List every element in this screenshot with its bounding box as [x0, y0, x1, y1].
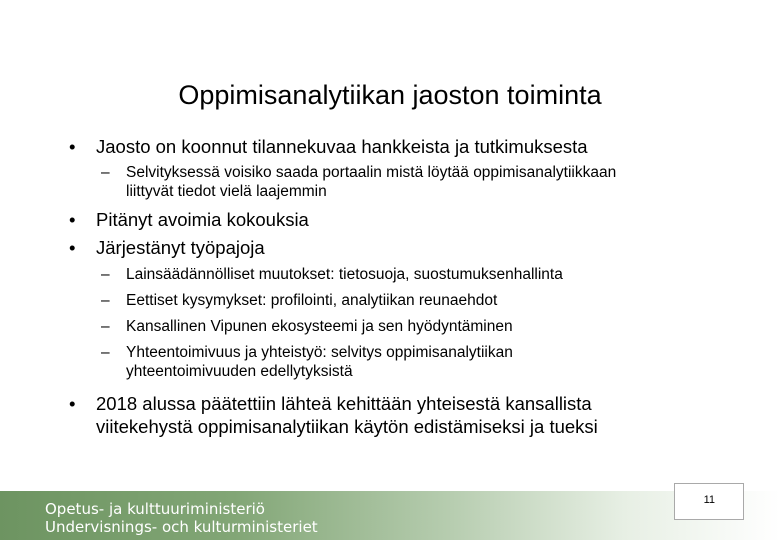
- slide-title: Oppimisanalytiikan jaoston toiminta: [178, 80, 602, 110]
- sub-bullet-item: [101, 291, 498, 310]
- sub-bullet-line: Eettiset kysymykset: profilointi, analytiikan reunaehdot: [126, 292, 498, 309]
- sub-bullet-line: Yhteentoimivuus ja yhteistyö: selvitys oppimisanalytiikan: [126, 344, 513, 361]
- ministry-footer-band: [0, 491, 780, 540]
- bullet-marker: •: [69, 136, 76, 157]
- sub-bullet-line: yhteentoimivuuden edellytyksistä: [126, 363, 353, 380]
- sub-bullet-line: Lainsäädännölliset muutokset: tietosuoja, suostumuksenhallinta: [126, 266, 563, 283]
- ministry-name-swedish: Undervisnings- och kulturministeriet: [45, 518, 318, 536]
- bullet-item: [69, 392, 598, 438]
- bullet-text: Järjestänyt työpajoja: [96, 237, 265, 258]
- bullet-marker: •: [69, 393, 76, 414]
- page-number: 11: [703, 494, 715, 506]
- sub-bullet-line: liittyvät tiedot vielä laajemmin: [126, 183, 327, 200]
- sub-bullet-marker: –: [101, 318, 110, 335]
- sub-bullet-marker: –: [101, 292, 110, 309]
- bullet-line: viitekehystä oppimisanalytiikan käytön edistämiseksi ja tueksi: [96, 416, 598, 437]
- sub-bullet-item: [101, 343, 513, 381]
- sub-bullet-item: [101, 163, 617, 201]
- bullet-marker: •: [69, 209, 76, 230]
- bullet-marker: •: [69, 237, 76, 258]
- sub-bullet-marker: –: [101, 164, 110, 181]
- bullet-text: Pitänyt avoimia kokouksia: [96, 209, 309, 230]
- bullet-line: 2018 alussa päätettiin lähteä kehittään yhteisestä kansallista: [96, 393, 592, 414]
- sub-bullet-line: Selvityksessä voisiko saada portaalin mistä löytää oppimisanalytiikkaan: [126, 164, 617, 181]
- page-number-box: [674, 483, 744, 520]
- sub-bullet-marker: –: [101, 344, 110, 361]
- bullet-text: Jaosto on koonnut tilannekuvaa hankkeista ja tutkimuksesta: [96, 136, 588, 157]
- bullet-item: [69, 236, 265, 259]
- ministry-name-finnish: Opetus- ja kulttuuriministeriö: [45, 500, 265, 518]
- sub-bullet-line: Kansallinen Vipunen ekosysteemi ja sen hyödyntäminen: [126, 318, 513, 335]
- bullet-item: [69, 208, 309, 231]
- bullet-item: [69, 135, 588, 158]
- sub-bullet-item: [101, 317, 513, 336]
- sub-bullet-marker: –: [101, 266, 110, 283]
- sub-bullet-item: [101, 265, 563, 284]
